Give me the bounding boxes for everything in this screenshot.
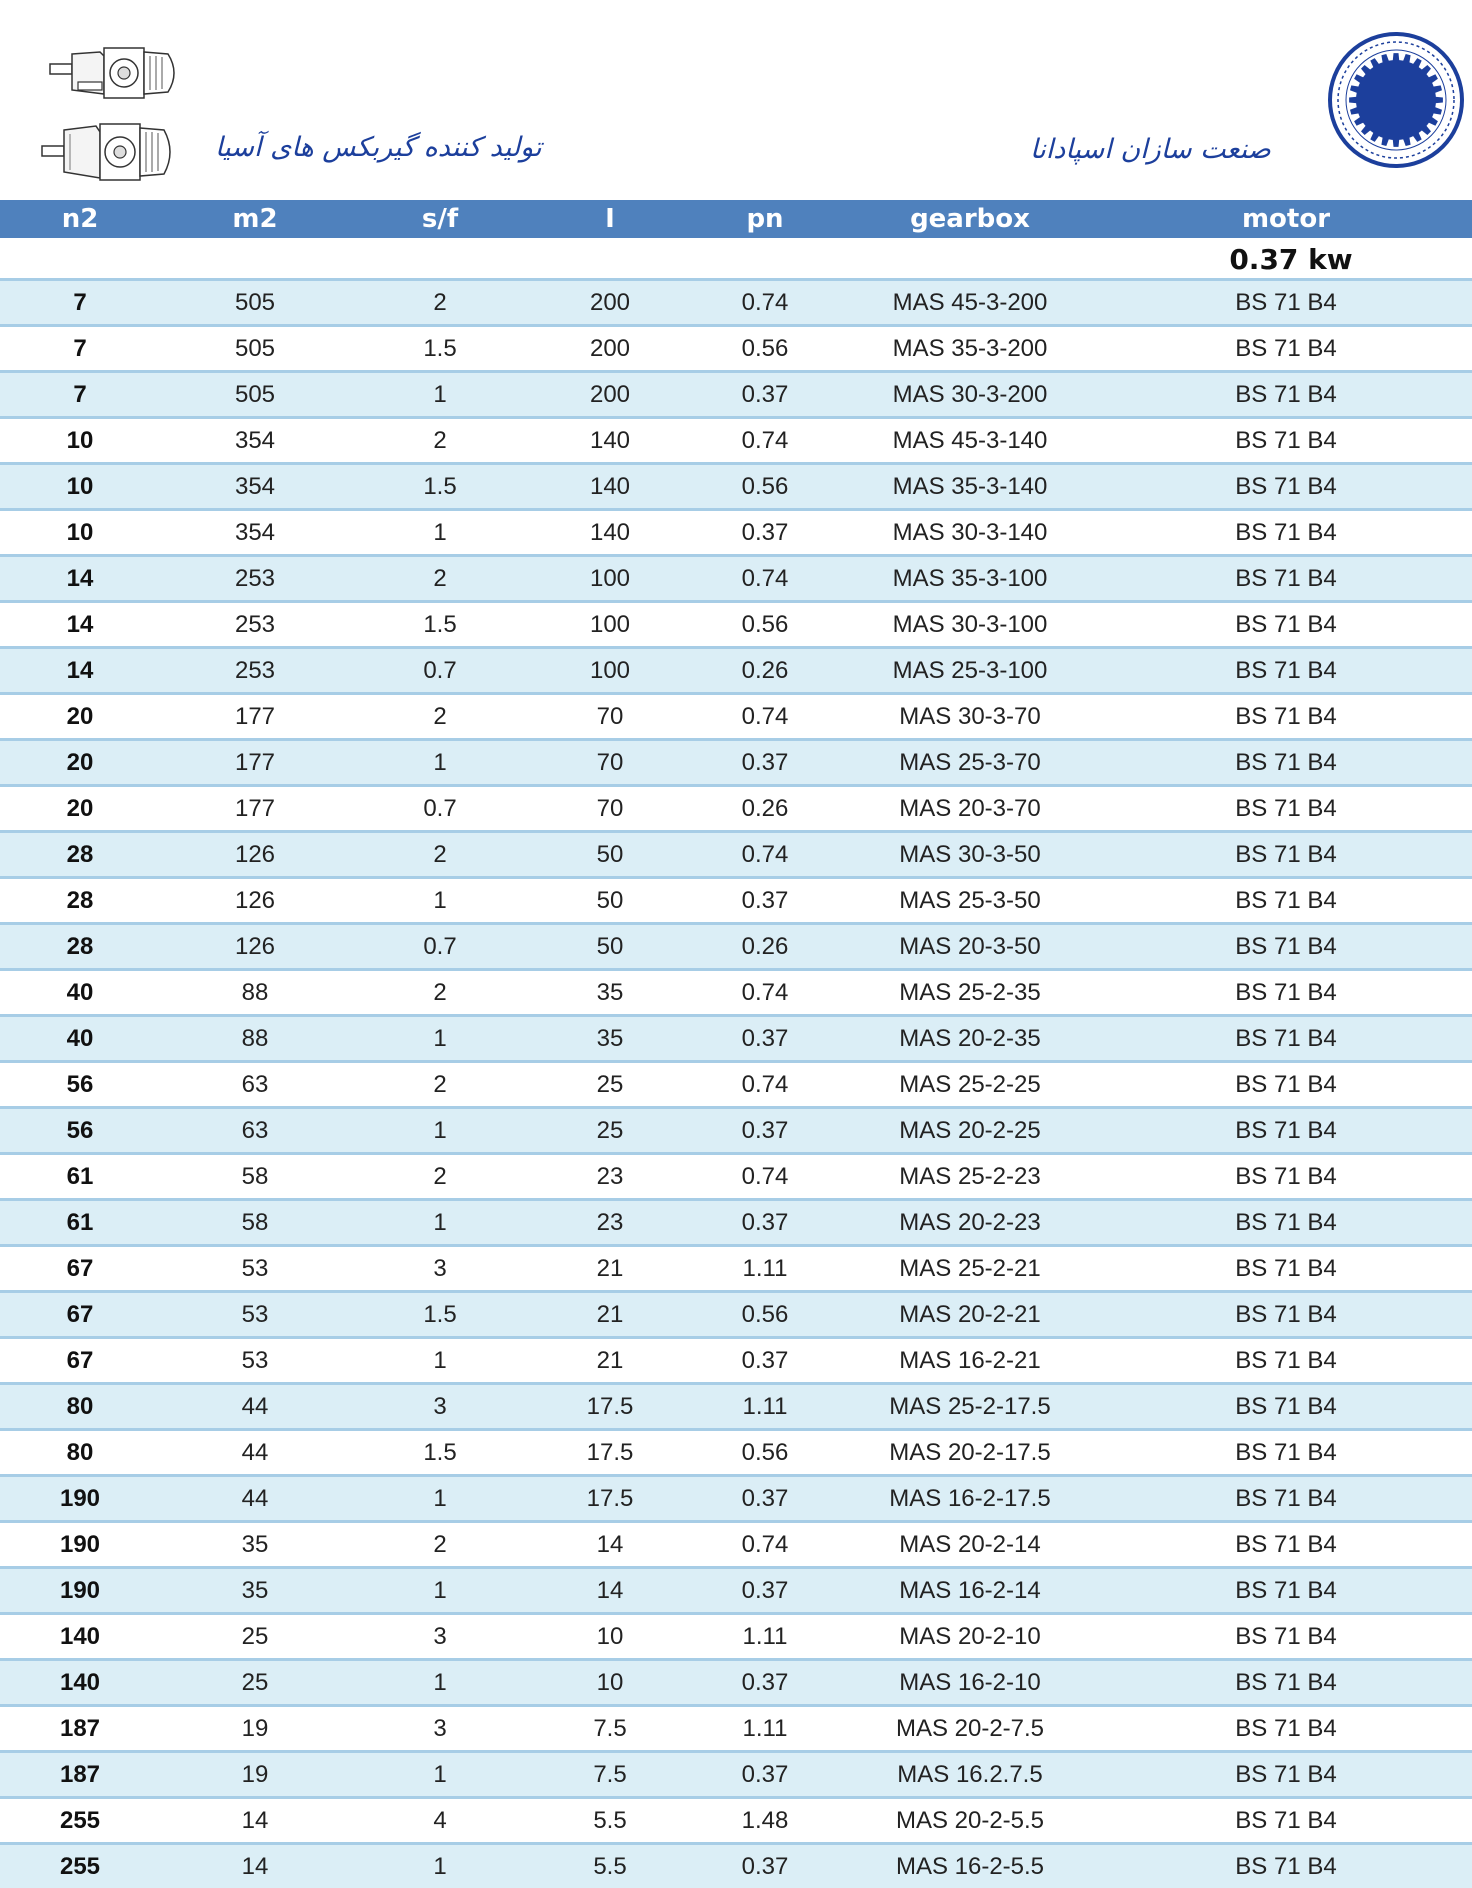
table-row	[0, 1246, 1472, 1292]
table-row	[0, 878, 1472, 924]
table-row	[0, 1614, 1472, 1660]
table-row	[0, 1154, 1472, 1200]
sf-cell: 1	[350, 1660, 530, 1706]
table-row	[0, 1798, 1472, 1844]
m2-cell: 126	[160, 878, 350, 924]
gearbox-cell: MAS 16-2-17.5	[840, 1476, 1100, 1522]
table-row	[0, 556, 1472, 602]
motor-cell: BS 71 B4	[1100, 1108, 1472, 1154]
i-cell: 23	[530, 1154, 690, 1200]
i-cell: 5.5	[530, 1844, 690, 1888]
motor-cell: BS 71 B4	[1100, 1154, 1472, 1200]
n2-cell: 187	[0, 1706, 160, 1752]
motor-cell: BS 71 B4	[1100, 1476, 1472, 1522]
sf-cell: 2	[350, 1154, 530, 1200]
manufacturer-title: تولید کننده گیربکس های آسیا	[215, 132, 575, 163]
sf-cell: 1	[350, 510, 530, 556]
gearbox-cell: MAS 30-3-70	[840, 694, 1100, 740]
i-cell: 7.5	[530, 1706, 690, 1752]
m2-cell: 19	[160, 1752, 350, 1798]
sf-cell: 0.7	[350, 786, 530, 832]
sf-cell: 1	[350, 1844, 530, 1888]
gearbox-cell: MAS 25-3-70	[840, 740, 1100, 786]
i-cell: 140	[530, 510, 690, 556]
n2-cell: 190	[0, 1522, 160, 1568]
table-row	[0, 1292, 1472, 1338]
n2-cell: 7	[0, 326, 160, 372]
gearbox-motor-icon	[40, 120, 180, 186]
sf-cell: 1	[350, 740, 530, 786]
m2-cell: 14	[160, 1798, 350, 1844]
pn-cell: 0.37	[690, 878, 840, 924]
i-cell: 70	[530, 694, 690, 740]
table-row	[0, 418, 1472, 464]
gearbox-spec-table	[0, 200, 1472, 1888]
m2-cell: 44	[160, 1384, 350, 1430]
power-rating-row	[0, 239, 1472, 280]
gearbox-cell: MAS 30-3-200	[840, 372, 1100, 418]
pn-cell: 0.37	[690, 1200, 840, 1246]
m2-cell: 53	[160, 1246, 350, 1292]
n2-cell: 140	[0, 1614, 160, 1660]
table-row	[0, 1568, 1472, 1614]
n2-cell: 28	[0, 878, 160, 924]
sf-cell: 2	[350, 1062, 530, 1108]
pn-cell: 0.26	[690, 786, 840, 832]
column-header-gearbox: gearbox	[840, 200, 1100, 239]
m2-cell: 53	[160, 1338, 350, 1384]
m2-cell: 63	[160, 1108, 350, 1154]
n2-cell: 7	[0, 280, 160, 326]
motor-cell: BS 71 B4	[1100, 602, 1472, 648]
gearbox-cell: MAS 20-2-5.5	[840, 1798, 1100, 1844]
pn-cell: 0.56	[690, 464, 840, 510]
pn-cell: 0.37	[690, 372, 840, 418]
motor-cell: BS 71 B4	[1100, 832, 1472, 878]
table-row	[0, 372, 1472, 418]
gearbox-cell: MAS 30-3-100	[840, 602, 1100, 648]
table-row	[0, 924, 1472, 970]
gearbox-cell: MAS 20-2-14	[840, 1522, 1100, 1568]
i-cell: 17.5	[530, 1430, 690, 1476]
m2-cell: 88	[160, 970, 350, 1016]
column-header-pn: pn	[690, 200, 840, 239]
gearbox-cell: MAS 25-2-23	[840, 1154, 1100, 1200]
pn-cell: 0.37	[690, 740, 840, 786]
sf-cell: 3	[350, 1384, 530, 1430]
n2-cell: 40	[0, 970, 160, 1016]
table-row	[0, 1522, 1472, 1568]
m2-cell: 354	[160, 464, 350, 510]
motor-cell: BS 71 B4	[1100, 1292, 1472, 1338]
sf-cell: 1	[350, 1476, 530, 1522]
pn-cell: 1.11	[690, 1384, 840, 1430]
motor-cell: BS 71 B4	[1100, 1752, 1472, 1798]
table-row	[0, 740, 1472, 786]
m2-cell: 14	[160, 1844, 350, 1888]
gearbox-cell: MAS 20-2-25	[840, 1108, 1100, 1154]
pn-cell: 0.37	[690, 1108, 840, 1154]
table-row	[0, 1384, 1472, 1430]
pn-cell: 0.74	[690, 1062, 840, 1108]
i-cell: 5.5	[530, 1798, 690, 1844]
motor-cell: BS 71 B4	[1100, 1430, 1472, 1476]
table-row	[0, 464, 1472, 510]
sf-cell: 0.7	[350, 648, 530, 694]
n2-cell: 187	[0, 1752, 160, 1798]
pn-cell: 0.56	[690, 602, 840, 648]
motor-cell: BS 71 B4	[1100, 1706, 1472, 1752]
sf-cell: 1	[350, 1752, 530, 1798]
motor-cell: BS 71 B4	[1100, 418, 1472, 464]
gearbox-cell: MAS 20-2-7.5	[840, 1706, 1100, 1752]
i-cell: 50	[530, 832, 690, 878]
pn-cell: 0.37	[690, 1660, 840, 1706]
m2-cell: 505	[160, 326, 350, 372]
sf-cell: 3	[350, 1614, 530, 1660]
m2-cell: 35	[160, 1568, 350, 1614]
m2-cell: 44	[160, 1430, 350, 1476]
gearbox-cell: MAS 16.2.7.5	[840, 1752, 1100, 1798]
sf-cell: 2	[350, 556, 530, 602]
sf-cell: 0.7	[350, 924, 530, 970]
sf-cell: 2	[350, 280, 530, 326]
n2-cell: 61	[0, 1200, 160, 1246]
gearbox-cell: MAS 16-2-5.5	[840, 1844, 1100, 1888]
i-cell: 35	[530, 1016, 690, 1062]
motor-cell: BS 71 B4	[1100, 786, 1472, 832]
i-cell: 140	[530, 418, 690, 464]
pn-cell: 0.74	[690, 1154, 840, 1200]
sf-cell: 3	[350, 1706, 530, 1752]
i-cell: 7.5	[530, 1752, 690, 1798]
i-cell: 14	[530, 1568, 690, 1614]
table-header-row	[0, 200, 1472, 239]
gearbox-cell: MAS 20-2-10	[840, 1614, 1100, 1660]
m2-cell: 177	[160, 786, 350, 832]
motor-cell: BS 71 B4	[1100, 556, 1472, 602]
pn-cell: 0.74	[690, 1522, 840, 1568]
sf-cell: 2	[350, 418, 530, 464]
gearbox-cell: MAS 25-2-25	[840, 1062, 1100, 1108]
gear-seal-logo-icon	[1326, 30, 1466, 170]
m2-cell: 58	[160, 1200, 350, 1246]
gearbox-cell: MAS 25-2-35	[840, 970, 1100, 1016]
gearbox-cell: MAS 30-3-140	[840, 510, 1100, 556]
table-row	[0, 694, 1472, 740]
gearbox-cell: MAS 20-3-50	[840, 924, 1100, 970]
n2-cell: 10	[0, 464, 160, 510]
sf-cell: 1	[350, 1568, 530, 1614]
motor-cell: BS 71 B4	[1100, 464, 1472, 510]
pn-cell: 0.37	[690, 510, 840, 556]
n2-cell: 61	[0, 1154, 160, 1200]
table-row	[0, 1108, 1472, 1154]
i-cell: 10	[530, 1660, 690, 1706]
motor-cell: BS 71 B4	[1100, 1016, 1472, 1062]
i-cell: 17.5	[530, 1384, 690, 1430]
sf-cell: 2	[350, 832, 530, 878]
pn-cell: 0.37	[690, 1016, 840, 1062]
m2-cell: 35	[160, 1522, 350, 1568]
n2-cell: 67	[0, 1246, 160, 1292]
sf-cell: 4	[350, 1798, 530, 1844]
motor-cell: BS 71 B4	[1100, 510, 1472, 556]
sf-cell: 2	[350, 970, 530, 1016]
n2-cell: 140	[0, 1660, 160, 1706]
motor-cell: BS 71 B4	[1100, 1660, 1472, 1706]
sf-cell: 2	[350, 1522, 530, 1568]
gearbox-cell: MAS 35-3-140	[840, 464, 1100, 510]
table-row	[0, 1476, 1472, 1522]
pn-cell: 0.26	[690, 648, 840, 694]
m2-cell: 44	[160, 1476, 350, 1522]
m2-cell: 58	[160, 1154, 350, 1200]
sf-cell: 1	[350, 878, 530, 924]
n2-cell: 80	[0, 1430, 160, 1476]
i-cell: 200	[530, 326, 690, 372]
gearbox-cell: MAS 45-3-140	[840, 418, 1100, 464]
motor-cell: BS 71 B4	[1100, 1844, 1472, 1888]
sf-cell: 2	[350, 694, 530, 740]
m2-cell: 253	[160, 556, 350, 602]
i-cell: 70	[530, 786, 690, 832]
sf-cell: 1	[350, 1200, 530, 1246]
motor-cell: BS 71 B4	[1100, 1522, 1472, 1568]
pn-cell: 0.74	[690, 280, 840, 326]
table-row	[0, 1752, 1472, 1798]
i-cell: 200	[530, 280, 690, 326]
motor-cell: BS 71 B4	[1100, 1246, 1472, 1292]
gearbox-cell: MAS 20-2-17.5	[840, 1430, 1100, 1476]
n2-cell: 67	[0, 1338, 160, 1384]
motor-cell: BS 71 B4	[1100, 970, 1472, 1016]
n2-cell: 80	[0, 1384, 160, 1430]
i-cell: 23	[530, 1200, 690, 1246]
pn-cell: 0.37	[690, 1752, 840, 1798]
pn-cell: 0.56	[690, 1430, 840, 1476]
table-row	[0, 1430, 1472, 1476]
m2-cell: 126	[160, 924, 350, 970]
pn-cell: 0.26	[690, 924, 840, 970]
pn-cell: 1.11	[690, 1246, 840, 1292]
m2-cell: 63	[160, 1062, 350, 1108]
n2-cell: 14	[0, 648, 160, 694]
n2-cell: 255	[0, 1798, 160, 1844]
n2-cell: 10	[0, 418, 160, 464]
pn-cell: 0.37	[690, 1844, 840, 1888]
i-cell: 10	[530, 1614, 690, 1660]
pn-cell: 0.74	[690, 418, 840, 464]
company-title: صنعت سازان اسپادانا	[1030, 134, 1290, 165]
gearbox-motor-icon	[48, 44, 184, 104]
i-cell: 25	[530, 1108, 690, 1154]
gearbox-cell: MAS 35-3-200	[840, 326, 1100, 372]
pn-cell: 0.56	[690, 326, 840, 372]
gearbox-cell: MAS 25-2-21	[840, 1246, 1100, 1292]
motor-cell: BS 71 B4	[1100, 1338, 1472, 1384]
pn-cell: 0.74	[690, 556, 840, 602]
column-header-m2: m2	[160, 200, 350, 239]
motor-cell: BS 71 B4	[1100, 648, 1472, 694]
table-row	[0, 602, 1472, 648]
motor-cell: BS 71 B4	[1100, 280, 1472, 326]
n2-cell: 40	[0, 1016, 160, 1062]
n2-cell: 56	[0, 1108, 160, 1154]
i-cell: 50	[530, 878, 690, 924]
i-cell: 21	[530, 1292, 690, 1338]
pn-cell: 0.56	[690, 1292, 840, 1338]
n2-cell: 56	[0, 1062, 160, 1108]
table-row	[0, 832, 1472, 878]
table-row	[0, 1338, 1472, 1384]
n2-cell: 7	[0, 372, 160, 418]
sf-cell: 1.5	[350, 326, 530, 372]
gearbox-cell: MAS 20-2-35	[840, 1016, 1100, 1062]
m2-cell: 505	[160, 372, 350, 418]
n2-cell: 190	[0, 1476, 160, 1522]
i-cell: 100	[530, 556, 690, 602]
table-row	[0, 1200, 1472, 1246]
table-row	[0, 510, 1472, 556]
n2-cell: 20	[0, 786, 160, 832]
motor-cell: BS 71 B4	[1100, 878, 1472, 924]
column-header-n2: n2	[0, 200, 160, 239]
motor-cell: BS 71 B4	[1100, 1200, 1472, 1246]
pn-cell: 0.37	[690, 1338, 840, 1384]
pn-cell: 1.11	[690, 1706, 840, 1752]
n2-cell: 67	[0, 1292, 160, 1338]
column-header-sf: s/f	[350, 200, 530, 239]
i-cell: 21	[530, 1246, 690, 1292]
table-row	[0, 1706, 1472, 1752]
table-row	[0, 280, 1472, 326]
gearbox-cell: MAS 25-3-100	[840, 648, 1100, 694]
n2-cell: 190	[0, 1568, 160, 1614]
motor-cell: BS 71 B4	[1100, 924, 1472, 970]
gearbox-cell: MAS 30-3-50	[840, 832, 1100, 878]
i-cell: 25	[530, 1062, 690, 1108]
gearbox-cell: MAS 35-3-100	[840, 556, 1100, 602]
gearbox-cell: MAS 25-2-17.5	[840, 1384, 1100, 1430]
table-row	[0, 970, 1472, 1016]
gearbox-cell: MAS 16-2-10	[840, 1660, 1100, 1706]
table-row	[0, 648, 1472, 694]
m2-cell: 126	[160, 832, 350, 878]
n2-cell: 20	[0, 694, 160, 740]
n2-cell: 14	[0, 602, 160, 648]
sf-cell: 1.5	[350, 464, 530, 510]
sf-cell: 1.5	[350, 1292, 530, 1338]
n2-cell: 28	[0, 924, 160, 970]
gearbox-cell: MAS 25-3-50	[840, 878, 1100, 924]
motor-power-label: 0.37 kw	[1100, 243, 1472, 276]
table-row	[0, 786, 1472, 832]
motor-cell: BS 71 B4	[1100, 372, 1472, 418]
gearbox-cell: MAS 20-2-23	[840, 1200, 1100, 1246]
sf-cell: 1	[350, 372, 530, 418]
m2-cell: 354	[160, 418, 350, 464]
gearbox-cell: MAS 16-2-14	[840, 1568, 1100, 1614]
column-header-i: I	[530, 200, 690, 239]
table-row	[0, 1844, 1472, 1888]
i-cell: 100	[530, 602, 690, 648]
pn-cell: 0.37	[690, 1476, 840, 1522]
i-cell: 14	[530, 1522, 690, 1568]
motor-cell: BS 71 B4	[1100, 694, 1472, 740]
sf-cell: 1	[350, 1108, 530, 1154]
motor-cell: BS 71 B4	[1100, 1384, 1472, 1430]
table-row	[0, 1660, 1472, 1706]
m2-cell: 505	[160, 280, 350, 326]
gearbox-cell: MAS 16-2-21	[840, 1338, 1100, 1384]
gearbox-cell: MAS 20-2-21	[840, 1292, 1100, 1338]
m2-cell: 253	[160, 648, 350, 694]
n2-cell: 20	[0, 740, 160, 786]
pn-cell: 1.11	[690, 1614, 840, 1660]
i-cell: 35	[530, 970, 690, 1016]
sf-cell: 1	[350, 1338, 530, 1384]
motor-cell: BS 71 B4	[1100, 1798, 1472, 1844]
m2-cell: 53	[160, 1292, 350, 1338]
pn-cell: 0.74	[690, 970, 840, 1016]
m2-cell: 177	[160, 740, 350, 786]
table-row	[0, 1016, 1472, 1062]
m2-cell: 354	[160, 510, 350, 556]
page-header	[0, 0, 1472, 196]
sf-cell: 1.5	[350, 602, 530, 648]
pn-cell: 0.74	[690, 832, 840, 878]
sf-cell: 3	[350, 1246, 530, 1292]
n2-cell: 28	[0, 832, 160, 878]
i-cell: 70	[530, 740, 690, 786]
gearbox-cell: MAS 45-3-200	[840, 280, 1100, 326]
motor-cell: BS 71 B4	[1100, 326, 1472, 372]
i-cell: 100	[530, 648, 690, 694]
table-row	[0, 1062, 1472, 1108]
sf-cell: 1.5	[350, 1430, 530, 1476]
m2-cell: 25	[160, 1614, 350, 1660]
i-cell: 140	[530, 464, 690, 510]
i-cell: 200	[530, 372, 690, 418]
i-cell: 50	[530, 924, 690, 970]
i-cell: 17.5	[530, 1476, 690, 1522]
m2-cell: 19	[160, 1706, 350, 1752]
pn-cell: 0.74	[690, 694, 840, 740]
i-cell: 21	[530, 1338, 690, 1384]
n2-cell: 14	[0, 556, 160, 602]
motor-cell: BS 71 B4	[1100, 1568, 1472, 1614]
m2-cell: 177	[160, 694, 350, 740]
motor-cell: BS 71 B4	[1100, 1062, 1472, 1108]
pn-cell: 0.37	[690, 1568, 840, 1614]
m2-cell: 25	[160, 1660, 350, 1706]
n2-cell: 10	[0, 510, 160, 556]
n2-cell: 255	[0, 1844, 160, 1888]
column-header-motor: motor	[1100, 200, 1472, 239]
gearbox-cell: MAS 20-3-70	[840, 786, 1100, 832]
sf-cell: 1	[350, 1016, 530, 1062]
pn-cell: 1.48	[690, 1798, 840, 1844]
m2-cell: 253	[160, 602, 350, 648]
motor-cell: BS 71 B4	[1100, 740, 1472, 786]
m2-cell: 88	[160, 1016, 350, 1062]
table-row	[0, 326, 1472, 372]
motor-cell: BS 71 B4	[1100, 1614, 1472, 1660]
